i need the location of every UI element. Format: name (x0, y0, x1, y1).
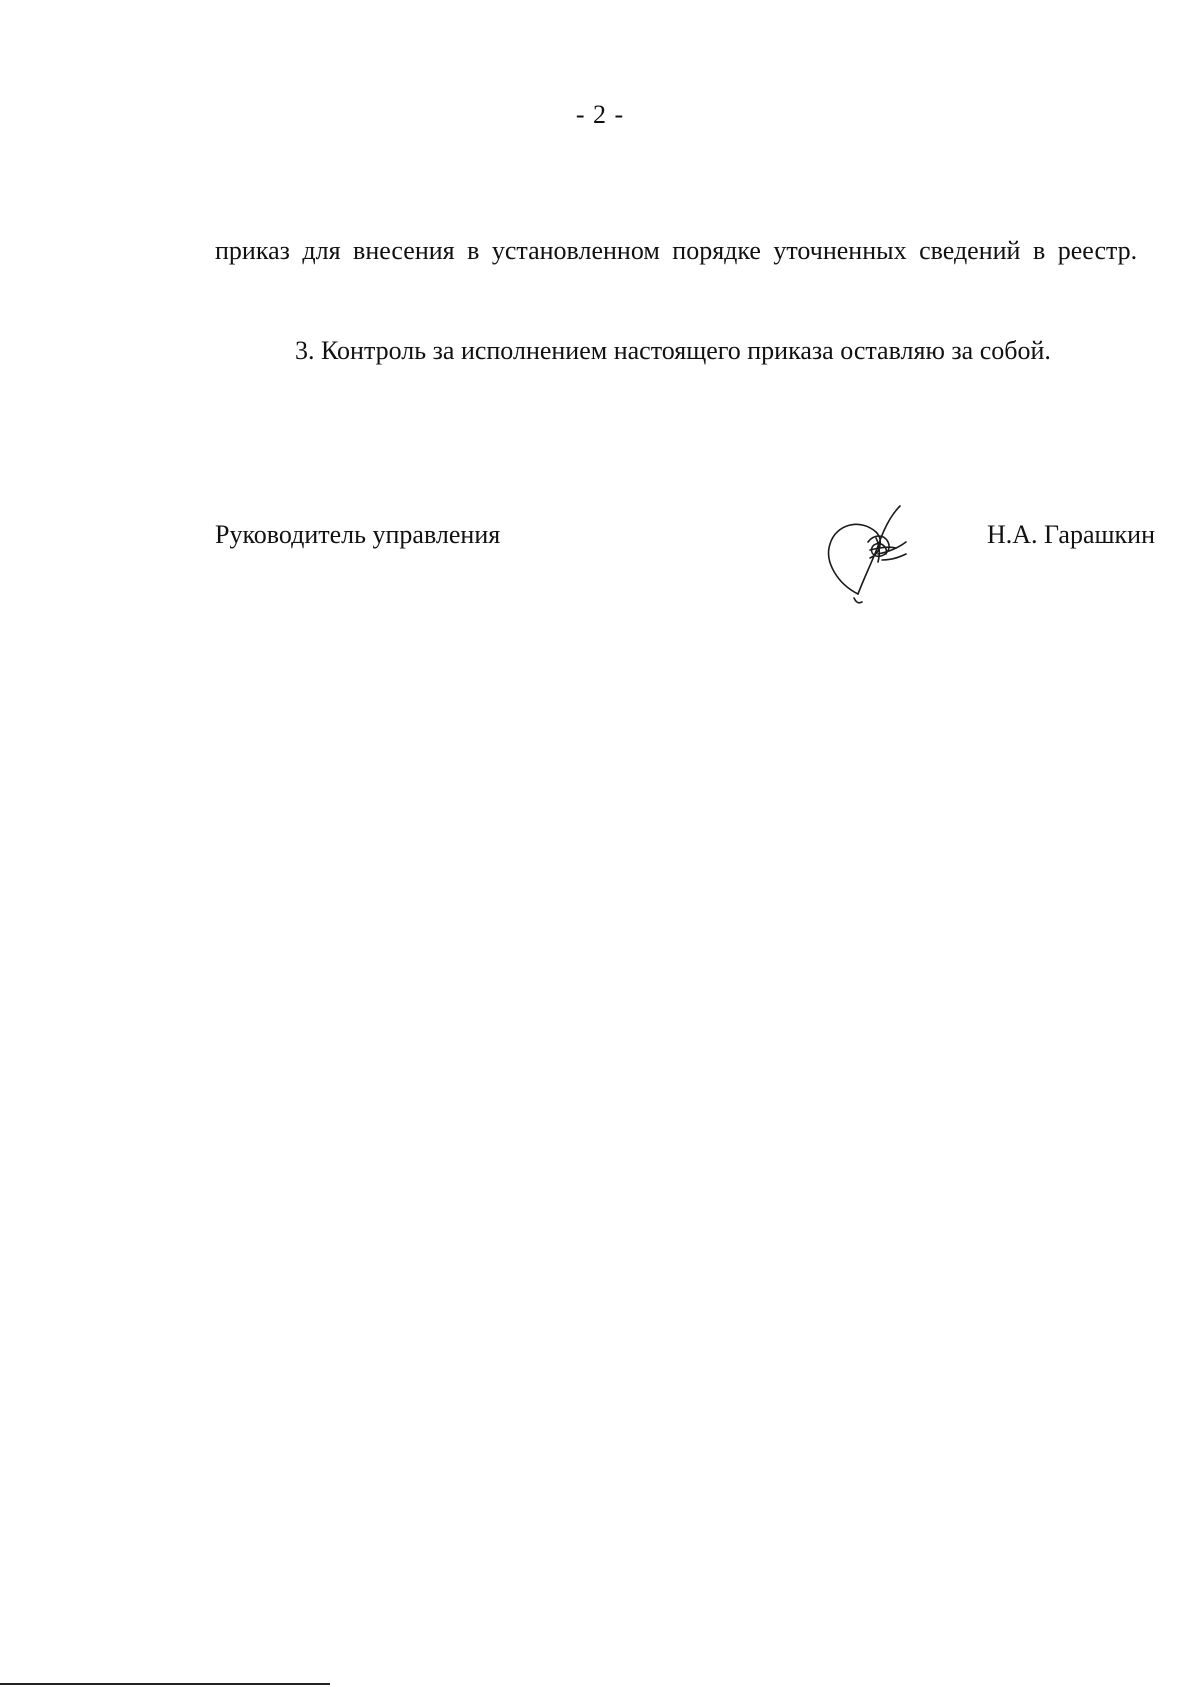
paragraph-continuation: приказ для внесения в установленном порядке уточненных сведений в реестр. (215, 236, 1138, 265)
handwritten-signature-icon (818, 498, 918, 608)
footer-rule (0, 1683, 330, 1685)
signer-name: Н.А. Гарашкин (987, 520, 1155, 549)
signer-title: Руководитель управления (215, 520, 501, 549)
page-number: - 2 - (575, 100, 625, 129)
signature-block (215, 520, 1155, 560)
paragraph-item-3: 3. Контроль за исполнением настоящего приказа оставляю за собой. (295, 336, 1051, 365)
